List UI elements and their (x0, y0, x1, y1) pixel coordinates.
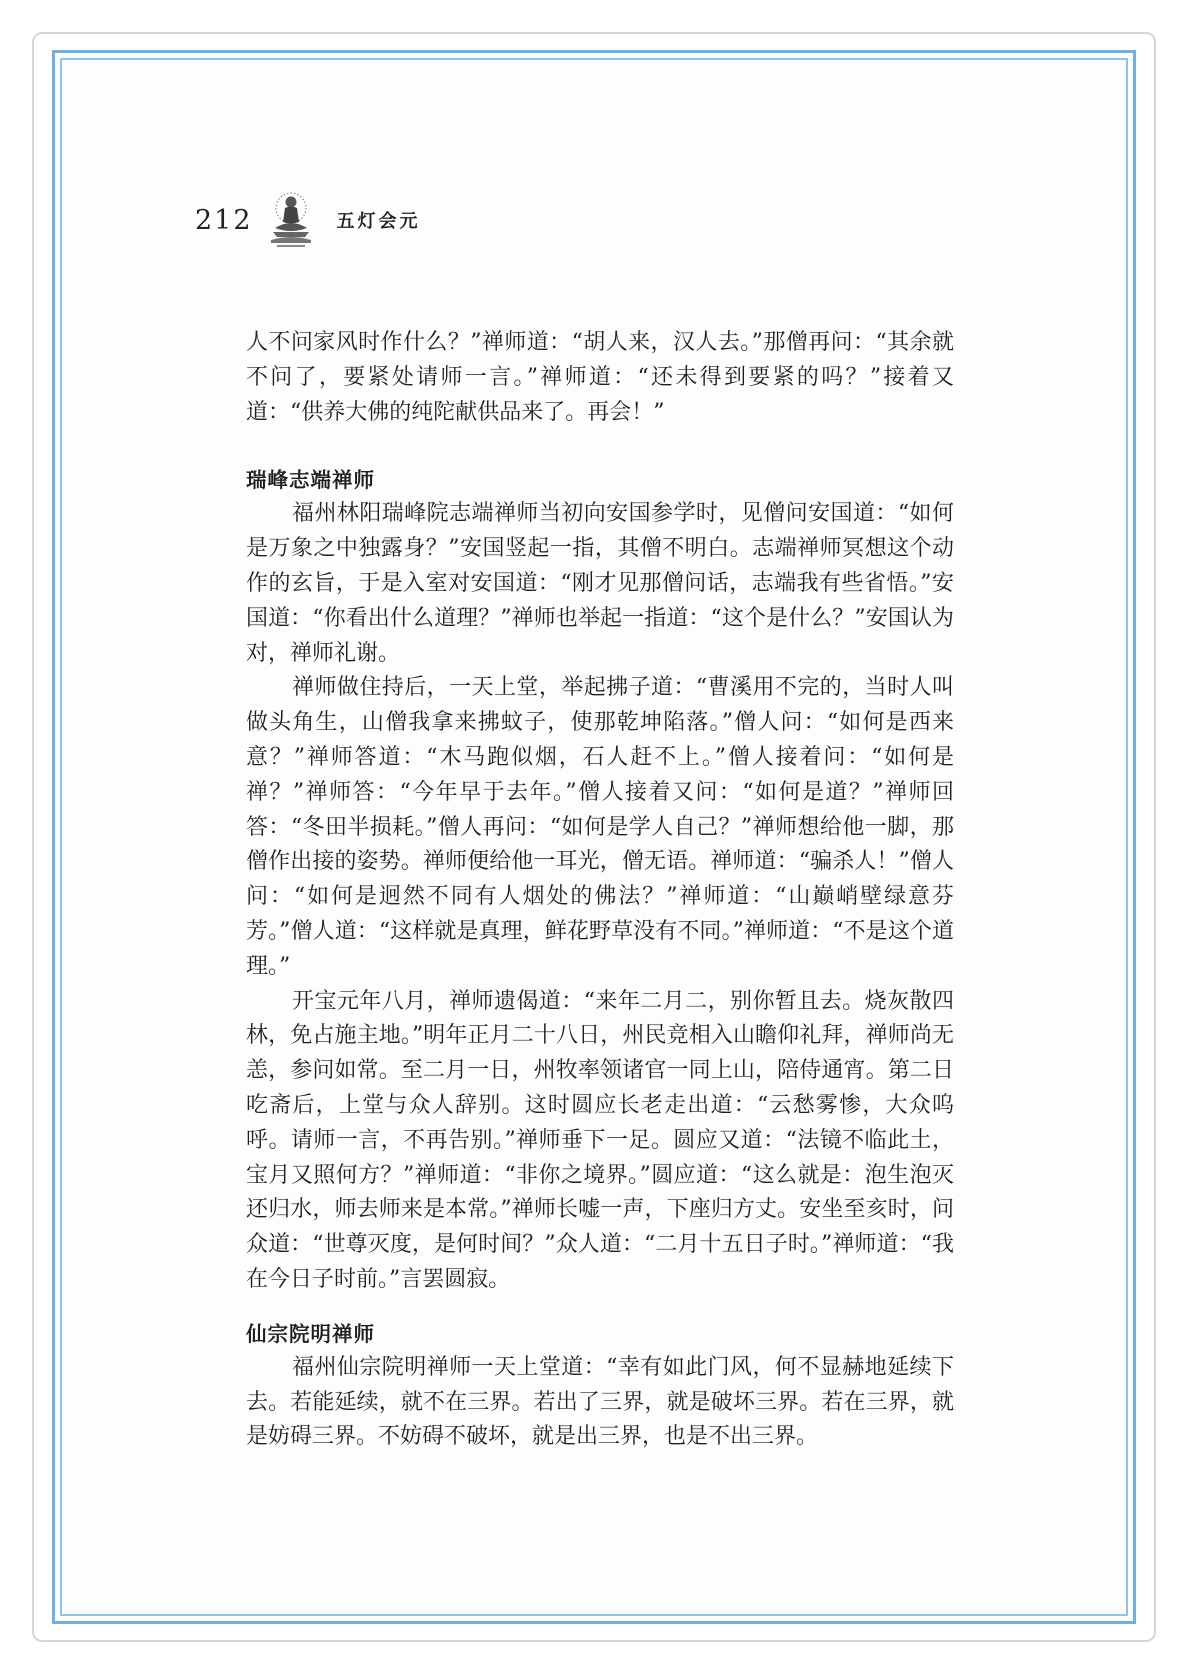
book-title: 五灯会元 (336, 211, 421, 232)
section-spacer (246, 430, 954, 463)
running-header (195, 188, 421, 252)
page-body (246, 326, 954, 1455)
paragraph: 福州仙宗院明禅师一天上堂道：“幸有如此门风，何不显赫地延续下去。若能延续，就不在三界。若出了三界，就是破坏三界。若在三界，就是妨碍三界。不妨碍不破坏，就是出三界，也是不出三界。 (246, 1354, 954, 1450)
section-title-xianzongyuan-ming: 仙宗院明禅师 (246, 1321, 375, 1346)
paragraph: 开宝元年八月，禅师遗偈道：“来年二月二，别你暂且去。烧灰散四林，免占施主地。”明年正月二十八日，州民竞相入山瞻仰礼拜，禅师尚无恙，参问如常。至二月一日，州牧率领诸官一同上山，陪侍通宵。第二日吃斋后，上堂与众人辞别。这时圆应长老走出道：“云愁雾惨，大众呜呼。请师一言，不再告别。”禅师垂下一足。圆应又道：“法镜不临此土，宝月又照何方？”禅师道：“非你之境界。”圆应道：“这么就是：泡生泡灭还归水，师去师来是本常。”禅师长嘘一声，下座归方丈。安坐至亥时，问众道：“世尊灭度，是何时间？”众人道：“二月十五日子时。”禅师道：“我在今日子时前。”言罢圆寂。 (246, 988, 954, 1292)
paragraph: 禅师做住持后，一天上堂，举起拂子道：“曹溪用不完的，当时人叫做头角生，山僧我拿来拂蚊子，使那乾坤陷落。”僧人问：“如何是西来意？”禅师答道：“木马跑似烟，石人赶不上。”僧人接着问：“如何是禅？”禅师答：“今年早于去年。”僧人接着又问：“如何是道？”禅师回答：“冬田半损耗。”僧人再问：“如何是学人自己？”禅师想给他一脚，那僧作出接的姿势。禅师便给他一耳光，僧无语。禅师道：“骗杀人！”僧人问：“如何是迥然不同有人烟处的佛法？”禅师道：“山巅峭壁绿意芬芳。”僧人道：“这样就是真理，鲜花野草没有不同。”禅师道：“不是这个道理。” (246, 675, 954, 979)
section-title-ruifeng-zhiduan: 瑞峰志端禅师 (246, 468, 375, 493)
opening-paragraph: 人不问家风时作什么？”禅师道：“胡人来，汉人去。”那僧再问：“其余就不问了，要紧处请师一言。”禅师道：“还未得到要紧的吗？”接着又道：“供养大佛的纯陀献供品来了。再会！” (246, 330, 954, 425)
page-number: 212 (195, 204, 253, 236)
seated-buddha-icon (267, 190, 315, 250)
section-spacer (246, 1298, 954, 1317)
paragraph: 福州林阳瑞峰院志端禅师当初向安国参学时，见僧问安国道：“如何是万象之中独露身？”安国竖起一指，其僧不明白。志端禅师冥想这个动作的玄旨，于是入室对安国道：“刚才见那僧问话，志端我有些省悟。”安国道：“你看出什么道理？”禅师也举起一指道：“这个是什么？”安国认为对，禅师礼谢。 (246, 501, 954, 666)
